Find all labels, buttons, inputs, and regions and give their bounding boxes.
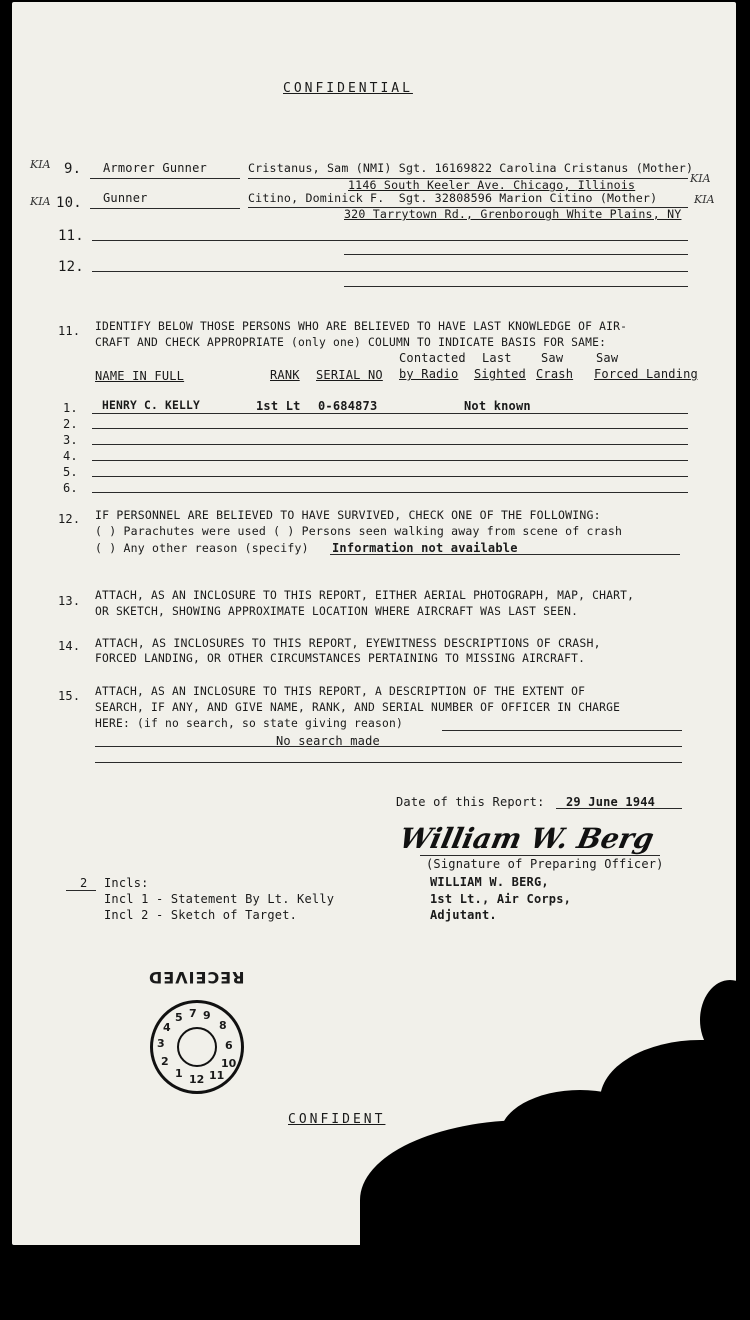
- burn-damage: [425, 1140, 505, 1200]
- column-header-rank: RANK: [270, 368, 300, 382]
- received-stamp-text: RECEIVED: [148, 968, 245, 987]
- dial-numeral: 7: [189, 1007, 197, 1020]
- section-text: FORCED LANDING, OR OTHER CIRCUMSTANCES PERTAINING TO MISSING AIRCRAFT.: [95, 652, 586, 665]
- column-header-forced: Forced Landing: [594, 367, 698, 381]
- dial-numeral: 11: [209, 1069, 225, 1082]
- margin-note: KIA: [694, 193, 715, 206]
- column-header-top: Contacted: [399, 351, 466, 365]
- dial-numeral: 6: [225, 1039, 233, 1052]
- section-text: IDENTIFY BELOW THOSE PERSONS WHO ARE BELIEVED TO HAVE LAST KNOWLEDGE OF AIR-: [95, 320, 628, 333]
- classification-header: CONFIDENTIAL: [283, 81, 413, 96]
- section-text: SEARCH, IF ANY, AND GIVE NAME, RANK, AND SERIAL NUMBER OF OFFICER IN CHARGE: [95, 701, 621, 714]
- crew-address: 320 Tarrytown Rd., Grenborough White Plains, NY: [344, 207, 682, 221]
- survival-answer: Information not available: [332, 541, 518, 555]
- rule-line: [95, 762, 682, 763]
- burn-damage: [500, 1090, 660, 1180]
- crew-number: 11.: [58, 228, 84, 244]
- column-header-top: Last: [482, 351, 512, 365]
- rule-line: [92, 492, 688, 493]
- column-header-top: Saw: [596, 351, 619, 365]
- crew-position: Armorer Gunner: [103, 161, 207, 175]
- signature-caption: (Signature of Preparing Officer): [426, 857, 664, 871]
- column-header-radio: by Radio: [399, 367, 459, 381]
- crew-number: 9.: [64, 161, 82, 177]
- rule-line: [344, 286, 688, 287]
- inclosure-label: Incls:: [104, 876, 149, 890]
- inclosure-item: Incl 1 - Statement By Lt. Kelly: [104, 892, 335, 906]
- crew-position: Gunner: [103, 191, 148, 205]
- rule-line: [344, 254, 688, 255]
- inclosure-item: Incl 2 - Sketch of Target.: [104, 908, 298, 922]
- report-date-label: Date of this Report:: [396, 795, 545, 809]
- column-header-serial: SERIAL NO: [316, 368, 383, 382]
- rule-line: [92, 271, 688, 272]
- rule-line: [92, 444, 688, 445]
- margin-note: KIA: [30, 195, 51, 208]
- rule-line: [66, 890, 96, 891]
- margin-note: KIA: [690, 172, 711, 185]
- dial-numeral: 1: [175, 1067, 183, 1080]
- officer-name: WILLIAM W. BERG,: [430, 875, 549, 889]
- rule-line: [330, 554, 680, 555]
- handwritten-signature: William W. Berg: [396, 822, 657, 855]
- dial-numeral: 9: [203, 1009, 211, 1022]
- section-text: ATTACH, AS AN INCLOSURE TO THIS REPORT, A DESCRIPTION OF THE EXTENT OF: [95, 685, 586, 698]
- row-number: 4.: [63, 449, 78, 463]
- section-text: OR SKETCH, SHOWING APPROXIMATE LOCATION WHERE AIRCRAFT WAS LAST SEEN.: [95, 605, 579, 618]
- section-number: 12.: [58, 512, 81, 526]
- rule-line: [90, 208, 240, 209]
- row-number: 1.: [63, 401, 78, 415]
- person-serial: 0-684873: [318, 399, 378, 413]
- person-basis: Not known: [464, 399, 531, 413]
- section-text: ATTACH, AS AN INCLOSURE TO THIS REPORT, EITHER AERIAL PHOTOGRAPH, MAP, CHART,: [95, 589, 635, 602]
- row-number: 6.: [63, 481, 78, 495]
- column-header-name: NAME IN FULL: [95, 369, 185, 383]
- classification-footer: CONFIDENT: [288, 1112, 386, 1127]
- section-number: 11.: [58, 324, 81, 338]
- section-text: ( ) Any other reason (specify): [95, 541, 309, 555]
- section-text: IF PERSONNEL ARE BELIEVED TO HAVE SURVIVED, CHECK ONE OF THE FOLLOWING:: [95, 508, 601, 522]
- row-number: 5.: [63, 465, 78, 479]
- column-header-sighted: Sighted: [474, 367, 526, 381]
- section-number: 14.: [58, 639, 81, 653]
- dial-numeral: 5: [175, 1011, 183, 1024]
- crew-number: 12.: [58, 259, 84, 275]
- rule-line: [556, 808, 682, 809]
- crew-number: 10.: [56, 195, 82, 211]
- row-number: 3.: [63, 433, 78, 447]
- report-date-value: 29 June 1944: [566, 795, 656, 809]
- officer-rank: 1st Lt., Air Corps,: [430, 892, 572, 906]
- section-number: 13.: [58, 594, 81, 608]
- crew-details: Cristanus, Sam (NMI) Sgt. 16169822 Carolina Cristanus (Mother): [248, 161, 694, 175]
- dial-numeral: 2: [161, 1055, 169, 1068]
- column-header-crash: Crash: [536, 367, 574, 381]
- crew-address: 1146 South Keeler Ave. Chicago, Illinois: [348, 178, 636, 192]
- stamp-center: [177, 1027, 217, 1067]
- rule-line: [92, 413, 688, 414]
- rule-line: [95, 746, 682, 747]
- dial-numeral: 12: [189, 1073, 205, 1086]
- section-text: ( ) Parachutes were used ( ) Persons seen walking away from scene of crash: [95, 524, 623, 538]
- received-stamp-dial: [150, 1000, 244, 1094]
- rule-line: [92, 240, 688, 241]
- row-number: 2.: [63, 417, 78, 431]
- column-header-top: Saw: [541, 351, 564, 365]
- person-name: HENRY C. KELLY: [102, 399, 201, 412]
- dial-numeral: 3: [157, 1037, 165, 1050]
- rule-line: [92, 460, 688, 461]
- margin-note: KIA: [30, 158, 51, 171]
- section-text: ATTACH, AS INCLOSURES TO THIS REPORT, EYEWITNESS DESCRIPTIONS OF CRASH,: [95, 636, 601, 650]
- rule-line: [90, 178, 240, 179]
- search-answer: No search made: [276, 734, 380, 748]
- dial-numeral: 10: [221, 1057, 237, 1070]
- rule-line: [92, 476, 688, 477]
- section-text: CRAFT AND CHECK APPROPRIATE (only one) COLUMN TO INDICATE BASIS FOR SAME:: [95, 336, 607, 349]
- inclosure-count: 2: [80, 876, 88, 890]
- officer-title: Adjutant.: [430, 908, 497, 922]
- rule-line: [442, 730, 682, 731]
- section-number: 15.: [58, 689, 81, 703]
- rule-line: [420, 855, 660, 856]
- person-rank: 1st Lt: [256, 399, 301, 413]
- rule-line: [92, 428, 688, 429]
- crew-details: Citino, Dominick F. Sgt. 32808596 Marion Citino (Mother): [248, 191, 658, 205]
- dial-numeral: 4: [163, 1021, 171, 1034]
- dial-numeral: 8: [219, 1019, 227, 1032]
- section-text: HERE: (if no search, so state giving reason): [95, 717, 404, 730]
